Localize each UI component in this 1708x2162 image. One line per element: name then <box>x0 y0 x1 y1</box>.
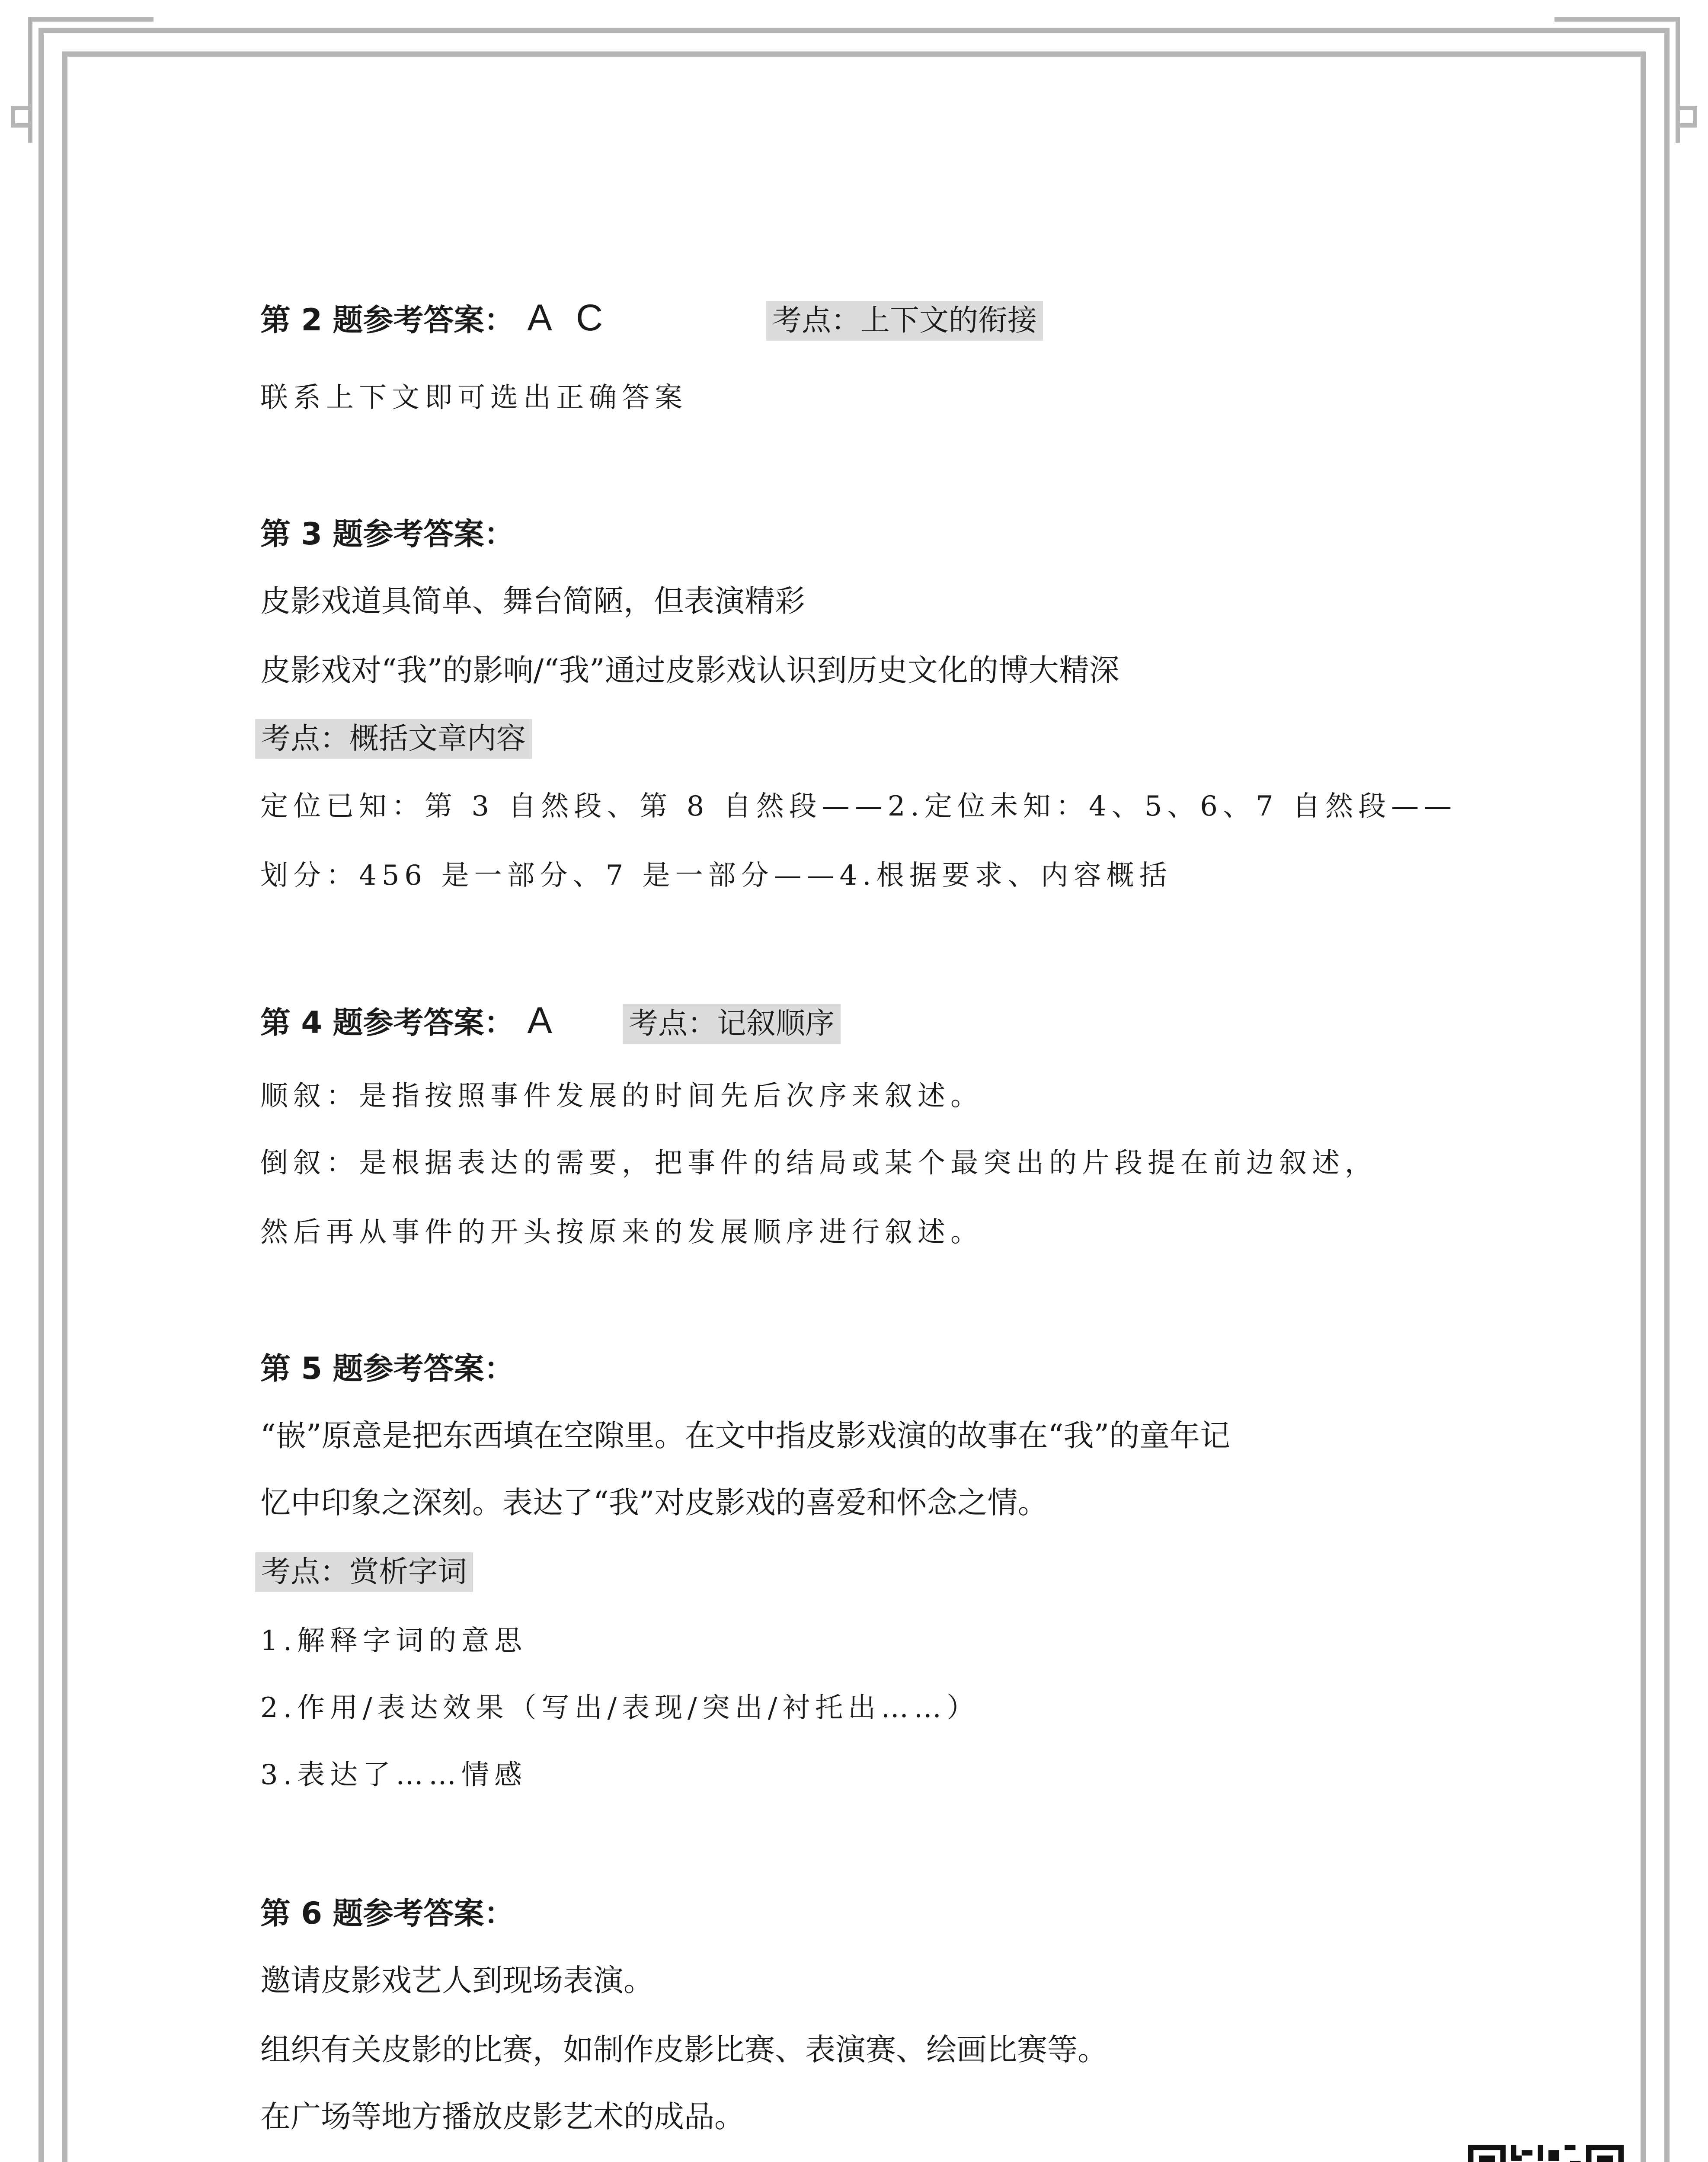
q4-answer: A <box>527 1000 560 1041</box>
q5-answer-line: “嵌”原意是把东西填在空隙里。在文中指皮影戏演的故事在“我”的童年记 <box>260 1418 1231 1453</box>
q5-note: 2.作用/表达效果（写出/表现/突出/衬托出……） <box>260 1692 980 1724</box>
q5-answer-line: 忆中印象之深刻。表达了“我”对皮影戏的喜爱和怀念之情。 <box>260 1485 1048 1520</box>
q3-point-tag: 考点：概括文章内容 <box>255 719 532 759</box>
q2-label: 第 2 题参考答案： <box>260 302 515 338</box>
q4-note: 倒叙：是根据表达的需要，把事件的结局或某个最突出的片段提在前边叙述， <box>260 1147 1378 1179</box>
q6-answer-line: 组织有关皮影的比赛，如制作皮影比赛、表演赛、绘画比赛等。 <box>260 2032 1108 2067</box>
q4-heading <box>260 999 560 1044</box>
q3-answer-line: 皮影戏对“我”的影响/“我”通过皮影戏认识到历史文化的博大精深 <box>260 652 1119 688</box>
q6-heading: 第 6 题参考答案： <box>260 1896 515 1931</box>
q4-note: 顺叙：是指按照事件发展的时间先后次序来叙述。 <box>260 1080 983 1112</box>
q5-point-tag: 考点：赏析字词 <box>255 1552 473 1592</box>
q5-heading: 第 5 题参考答案： <box>260 1351 515 1386</box>
q3-heading: 第 3 题参考答案： <box>260 516 515 552</box>
q6-answer-line: 在广场等地方播放皮影艺术的成品。 <box>260 2099 745 2134</box>
q2-note: 联系上下文即可选出正确答案 <box>260 382 688 414</box>
q3-note: 划分：456 是一部分、7 是一部分——4.根据要求、内容概括 <box>260 860 1172 892</box>
q5-note: 1.解释字词的意思 <box>260 1625 528 1657</box>
q4-note: 然后再从事件的开头按原来的发展顺序进行叙述。 <box>260 1216 983 1248</box>
q4-point-tag: 考点：记叙顺序 <box>623 1004 841 1044</box>
q4-label: 第 4 题参考答案： <box>260 1005 515 1040</box>
q3-answer-line: 皮影戏道具简单、舞台简陋，但表演精彩 <box>260 583 805 619</box>
q2-heading <box>260 296 611 342</box>
q3-note: 定位已知：第 3 自然段、第 8 自然段——2.定位未知：4、5、6、7 自然段—— <box>260 790 1457 822</box>
q2-point-tag: 考点：上下文的衔接 <box>766 301 1043 341</box>
q5-note: 3.表达了……情感 <box>260 1759 528 1791</box>
q2-answer: A C <box>527 297 611 339</box>
qr-code-image <box>1468 2145 1624 2162</box>
q6-answer-line: 邀请皮影戏艺人到现场表演。 <box>260 1963 654 1998</box>
